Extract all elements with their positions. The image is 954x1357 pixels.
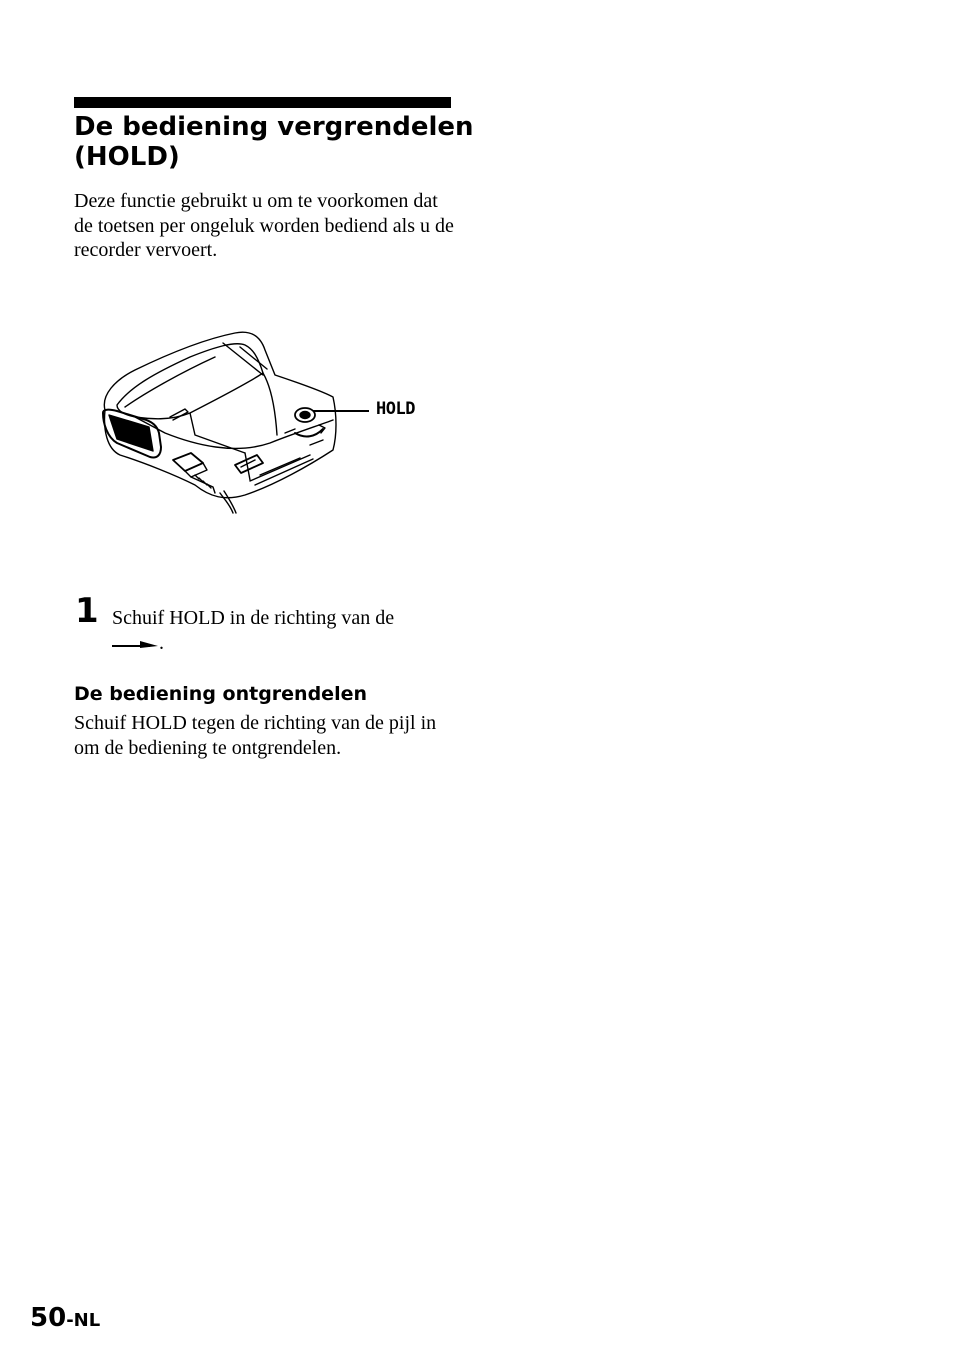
title-rule xyxy=(74,97,451,108)
section-title: De bediening vergrendelen (HOLD) xyxy=(74,112,474,172)
page-number-value: 50 xyxy=(30,1303,67,1333)
intro-paragraph: Deze functie gebruikt u om te voorkomen dat de toetsen per ongeluk worden bediend als u de recorder vervoert. xyxy=(74,190,454,261)
step-number: 1 xyxy=(75,591,99,631)
right-arrow-icon xyxy=(112,639,158,649)
page-number xyxy=(30,1302,100,1337)
page-language-suffix: -NL xyxy=(66,1310,101,1331)
unlock-paragraph: Schuif HOLD tegen de richting van de pijl in om de bediening te ontgrendelen. xyxy=(74,712,437,759)
step-text xyxy=(112,606,457,655)
step-instruction: Schuif HOLD in de richting van de xyxy=(112,607,395,629)
unlock-heading: De bediening ontgrendelen xyxy=(74,683,367,705)
hold-callout-label: HOLD xyxy=(376,399,415,419)
hold-callout-line xyxy=(313,410,369,412)
step-period: . xyxy=(159,631,164,654)
recorder-illustration xyxy=(95,325,345,515)
